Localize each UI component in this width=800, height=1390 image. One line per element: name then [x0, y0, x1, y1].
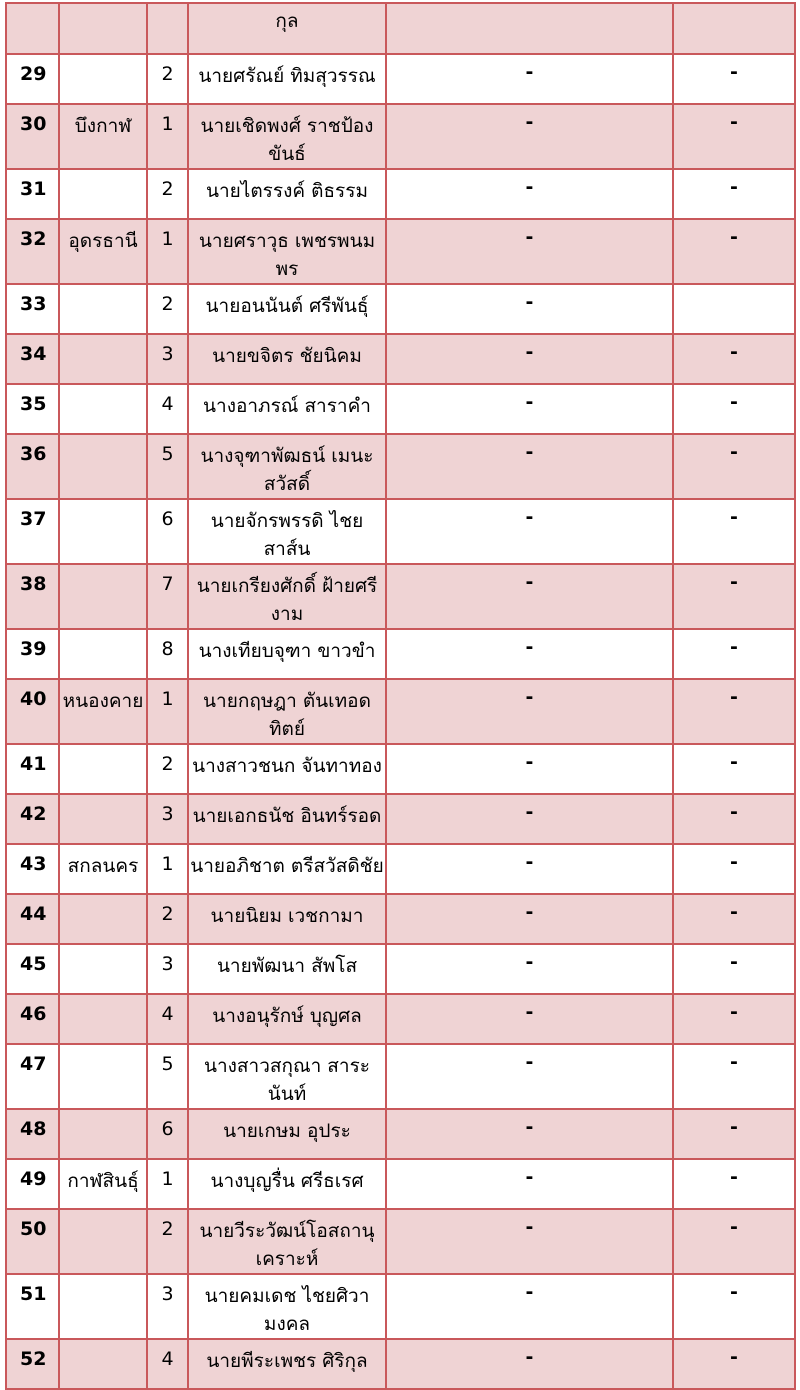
cell-province [59, 1274, 147, 1339]
cell-name: นายไตรรงค์ ติธรรม [188, 169, 386, 219]
cell-seq: 4 [147, 994, 188, 1044]
cell-seq [147, 3, 188, 54]
cell-col-b: - [673, 169, 795, 219]
cell-province [59, 3, 147, 54]
cell-col-b: - [673, 104, 795, 169]
cell-col-b: - [673, 1044, 795, 1109]
table-row [6, 54, 795, 104]
cell-col-b: - [673, 844, 795, 894]
cell-col-a: - [386, 1209, 673, 1274]
cell-col-a [386, 3, 673, 54]
cell-name: นายอภิชาต ตรีสวัสดิชัย [188, 844, 386, 894]
cell-col-a: - [386, 104, 673, 169]
cell-name: นายนิยม เวชกามา [188, 894, 386, 944]
cell-province [59, 169, 147, 219]
cell-name: นางบุญรื่น ศรีธเรศ [188, 1159, 386, 1209]
table-row [6, 169, 795, 219]
cell-seq: 2 [147, 744, 188, 794]
cell-col-b: - [673, 384, 795, 434]
cell-col-b: - [673, 744, 795, 794]
cell-col-b: - [673, 219, 795, 284]
member-roster-table [5, 2, 796, 1390]
cell-col-b: - [673, 994, 795, 1044]
cell-seq: 5 [147, 434, 188, 499]
cell-name: นายพีระเพชร ศิริกุล [188, 1339, 386, 1389]
cell-no: 29 [6, 54, 59, 104]
cell-no: 52 [6, 1339, 59, 1389]
table-row [6, 744, 795, 794]
cell-no: 50 [6, 1209, 59, 1274]
cell-province [59, 944, 147, 994]
cell-col-a: - [386, 944, 673, 994]
cell-col-b: - [673, 54, 795, 104]
cell-col-a: - [386, 679, 673, 744]
cell-col-a: - [386, 894, 673, 944]
cell-name: นายกฤษฎา ตันเทอด ทิตย์ [188, 679, 386, 744]
cell-name: นายศราวุธ เพชรพนม พร [188, 219, 386, 284]
table-row [6, 564, 795, 629]
cell-name: นายอนนันต์ ศรีพันธุ์ [188, 284, 386, 334]
table-row [6, 894, 795, 944]
table-row [6, 1274, 795, 1339]
cell-col-a: - [386, 384, 673, 434]
cell-no: 47 [6, 1044, 59, 1109]
cell-col-a: - [386, 1044, 673, 1109]
cell-no: 41 [6, 744, 59, 794]
table-row [6, 794, 795, 844]
cell-col-a: - [386, 744, 673, 794]
table-row [6, 844, 795, 894]
cell-seq: 5 [147, 1044, 188, 1109]
cell-col-a: - [386, 794, 673, 844]
cell-province: อุดรธานี [59, 219, 147, 284]
cell-province: หนองคาย [59, 679, 147, 744]
cell-no: 51 [6, 1274, 59, 1339]
cell-seq: 7 [147, 564, 188, 629]
table-row [6, 994, 795, 1044]
cell-no: 35 [6, 384, 59, 434]
cell-seq: 4 [147, 1339, 188, 1389]
cell-no: 45 [6, 944, 59, 994]
cell-name: นายคมเดช ไชยศิวา มงคล [188, 1274, 386, 1339]
cell-col-b [673, 284, 795, 334]
cell-col-b: - [673, 944, 795, 994]
cell-col-a: - [386, 629, 673, 679]
cell-no: 48 [6, 1109, 59, 1159]
table-row [6, 384, 795, 434]
table-row [6, 284, 795, 334]
cell-no: 33 [6, 284, 59, 334]
cell-col-a: - [386, 844, 673, 894]
cell-no: 39 [6, 629, 59, 679]
cell-no: 44 [6, 894, 59, 944]
cell-no: 38 [6, 564, 59, 629]
cell-province: สกลนคร [59, 844, 147, 894]
table-row [6, 1209, 795, 1274]
cell-seq: 1 [147, 104, 188, 169]
cell-province [59, 499, 147, 564]
cell-province [59, 994, 147, 1044]
cell-province [59, 334, 147, 384]
cell-name: นางจุฑาพัฒธน์ เมนะ สวัสดิ์ [188, 434, 386, 499]
cell-col-b: - [673, 894, 795, 944]
cell-province [59, 284, 147, 334]
cell-province [59, 1209, 147, 1274]
cell-name: นายศรัณย์ ทิมสุวรรณ [188, 54, 386, 104]
cell-seq: 2 [147, 284, 188, 334]
cell-seq: 2 [147, 1209, 188, 1274]
cell-province [59, 1044, 147, 1109]
cell-seq: 1 [147, 1159, 188, 1209]
cell-name: นายพัฒนา สัพโส [188, 944, 386, 994]
cell-col-a: - [386, 1159, 673, 1209]
cell-no: 42 [6, 794, 59, 844]
cell-col-a: - [386, 1339, 673, 1389]
cell-seq: 2 [147, 169, 188, 219]
cell-name: นายเกษม อุประ [188, 1109, 386, 1159]
cell-col-a: - [386, 434, 673, 499]
cell-col-a: - [386, 334, 673, 384]
cell-province [59, 744, 147, 794]
cell-col-b: - [673, 434, 795, 499]
cell-col-a: - [386, 169, 673, 219]
cell-seq: 4 [147, 384, 188, 434]
cell-col-b: - [673, 1274, 795, 1339]
cell-col-b: - [673, 794, 795, 844]
cell-province [59, 434, 147, 499]
cell-province [59, 1339, 147, 1389]
table-row [6, 104, 795, 169]
cell-province [59, 629, 147, 679]
cell-province [59, 1109, 147, 1159]
cell-seq: 6 [147, 1109, 188, 1159]
cell-seq: 3 [147, 334, 188, 384]
cell-no: 34 [6, 334, 59, 384]
cell-name: นางอนุรักษ์ บุญศล [188, 994, 386, 1044]
table-row [6, 1044, 795, 1109]
cell-name: นายเกรียงศักดิ์ ฝ้ายศรี งาม [188, 564, 386, 629]
cell-col-a: - [386, 994, 673, 1044]
table-row [6, 434, 795, 499]
cell-province [59, 564, 147, 629]
cell-col-b: - [673, 1209, 795, 1274]
cell-no: 49 [6, 1159, 59, 1209]
table-row [6, 1159, 795, 1209]
table-row [6, 629, 795, 679]
cell-col-a: - [386, 1274, 673, 1339]
cell-name: นายวีระวัฒน์โอสถานุ เคราะห์ [188, 1209, 386, 1274]
cell-province: กาฬสินธุ์ [59, 1159, 147, 1209]
cell-name: นายเชิดพงศ์ ราชป้อง ขันธ์ [188, 104, 386, 169]
cell-col-a: - [386, 54, 673, 104]
cell-col-b: - [673, 564, 795, 629]
cell-col-b: - [673, 1159, 795, 1209]
cell-col-a: - [386, 499, 673, 564]
table-row [6, 499, 795, 564]
table-row [6, 1339, 795, 1389]
cell-col-b: - [673, 334, 795, 384]
cell-no: 30 [6, 104, 59, 169]
cell-col-a: - [386, 564, 673, 629]
cell-name: นายจักรพรรดิ ไชย สาส์น [188, 499, 386, 564]
cell-province [59, 54, 147, 104]
table-header-continuation-row [6, 3, 795, 54]
cell-seq: 2 [147, 894, 188, 944]
cell-seq: 1 [147, 844, 188, 894]
cell-seq: 8 [147, 629, 188, 679]
cell-col-b: - [673, 499, 795, 564]
cell-name: นางเทียบจุฑา ขาวขำ [188, 629, 386, 679]
cell-seq: 6 [147, 499, 188, 564]
cell-seq: 3 [147, 944, 188, 994]
cell-col-a: - [386, 219, 673, 284]
cell-col-b [673, 3, 795, 54]
cell-no [6, 3, 59, 54]
cell-name: นางอาภรณ์ สาราคำ [188, 384, 386, 434]
cell-no: 43 [6, 844, 59, 894]
cell-seq: 1 [147, 679, 188, 744]
cell-col-a: - [386, 284, 673, 334]
table-row [6, 944, 795, 994]
cell-no: 31 [6, 169, 59, 219]
table-row [6, 219, 795, 284]
cell-seq: 3 [147, 1274, 188, 1339]
cell-col-b: - [673, 679, 795, 744]
cell-province: บึงกาฬ [59, 104, 147, 169]
cell-province [59, 794, 147, 844]
cell-name: กุล [188, 3, 386, 54]
cell-province [59, 894, 147, 944]
cell-seq: 3 [147, 794, 188, 844]
cell-no: 36 [6, 434, 59, 499]
table-row [6, 334, 795, 384]
cell-col-b: - [673, 629, 795, 679]
cell-province [59, 384, 147, 434]
table-row [6, 679, 795, 744]
cell-name: นางสาวชนก จันทาทอง [188, 744, 386, 794]
cell-name: นางสาวสกุณา สาระ นันท์ [188, 1044, 386, 1109]
cell-name: นายเอกธนัช อินทร์รอด [188, 794, 386, 844]
cell-no: 46 [6, 994, 59, 1044]
cell-name: นายขจิตร ชัยนิคม [188, 334, 386, 384]
cell-seq: 2 [147, 54, 188, 104]
cell-no: 37 [6, 499, 59, 564]
cell-col-a: - [386, 1109, 673, 1159]
cell-no: 32 [6, 219, 59, 284]
table-row [6, 1109, 795, 1159]
cell-seq: 1 [147, 219, 188, 284]
cell-col-b: - [673, 1109, 795, 1159]
cell-col-b: - [673, 1339, 795, 1389]
cell-no: 40 [6, 679, 59, 744]
